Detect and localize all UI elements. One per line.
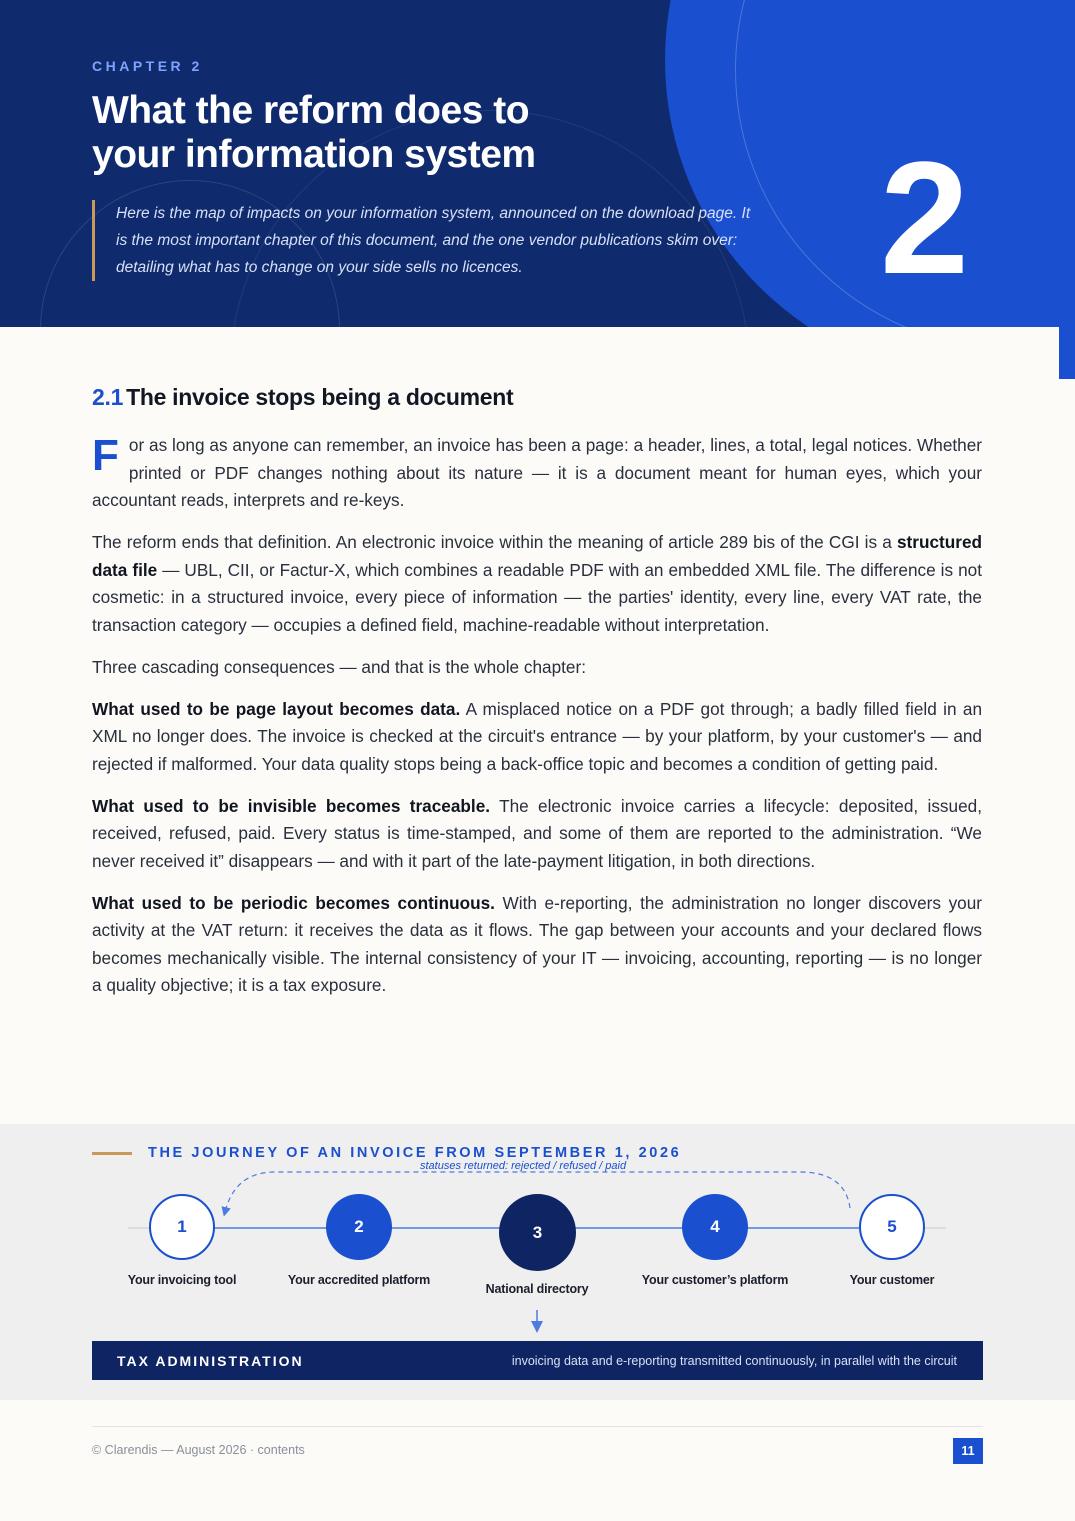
- consequence-paragraph: [92, 890, 982, 1000]
- step-2-circle: 2: [326, 1194, 392, 1260]
- chapter-kicker: CHAPTER 2: [92, 58, 203, 74]
- drop-cap: F: [92, 431, 119, 480]
- paragraph-text: The electronic invoice carries a lifecycle: deposited, issued, received, refused, paid. Every status is time-stamped, and some of them are reported to the administration. “We never received it” disappears — and with it part of the late-payment litigation, in both directions.: [92, 795, 982, 871]
- page-number: 11: [953, 1438, 983, 1464]
- paragraph-text: — UBL, CII, or Factur-X, which combines a readable PDF with an embedded XML file. The difference is not cosmetic: in a structured invoice, every piece of information — the parties' identity, every line, every VAT rate, the transaction category — occupies a defined field, machine-readable without interpretation.: [92, 559, 982, 635]
- section-number: 2.1: [92, 384, 124, 410]
- chapter-title: [92, 89, 712, 177]
- step-1-circle: 1: [149, 1194, 215, 1260]
- step-3-circle: 3: [499, 1194, 576, 1271]
- paragraph: [92, 529, 982, 639]
- consequence-heading: What used to be page layout becomes data.: [92, 698, 461, 719]
- chapter-side-tab: [1059, 327, 1075, 379]
- paragraph-text: With e-reporting, the administration no longer discovers your activity at the VAT return: it receives the data as it flows. The gap between your accounts and your declared flows becomes mechanically visible. The internal consistency of your IT — invoicing, accounting, reporting — is no longer a quality objective; it is a tax exposure.: [92, 892, 983, 995]
- step-1-label: Your invoicing tool: [127, 1273, 237, 1287]
- footer-text: © Clarendis — August 2026 · contents: [92, 1443, 305, 1457]
- paragraph-text: A misplaced notice on a PDF got through; a badly filled field in an XML no longer does. The invoice is checked at the circuit's entrance — by your platform, by your customer's — and rejected if malformed. Your data quality stops being a back-office topic and becomes a condition of getting paid.: [92, 698, 983, 774]
- step-5-circle: 5: [859, 1194, 925, 1260]
- tax-administration-bar: [92, 1341, 983, 1380]
- consequence-paragraph: [92, 696, 982, 779]
- status-return-note: statuses returned: rejected / refused / paid: [420, 1160, 627, 1172]
- chapter-title-line: What the reform does to: [92, 89, 530, 132]
- consequence-heading: What used to be invisible becomes traceable.: [92, 795, 491, 816]
- paragraph: Three cascading consequences — and that is the whole chapter:: [92, 656, 586, 677]
- step-2-label: Your accredited platform: [287, 1273, 431, 1287]
- tax-administration-title: TAX ADMINISTRATION: [117, 1353, 304, 1369]
- body-text: [92, 432, 982, 1014]
- chapter-header: [0, 0, 1075, 327]
- invoice-journey-diagram: [0, 1124, 1075, 1400]
- bold-term: structured data file: [92, 532, 982, 580]
- section-title-text: The invoice stops being a document: [126, 384, 514, 410]
- paragraph-text: or as long as anyone can remember, an invoice has been a page: a header, lines, a total, legal notices. Whether printed or PDF changes nothing about its nature — it is a document meant for human eyes, which your accountant reads, interprets and re-keys.: [92, 435, 982, 510]
- step-4-circle: 4: [682, 1194, 748, 1260]
- footer-divider: [92, 1426, 983, 1427]
- tax-administration-note: invoicing data and e-reporting transmitted continuously, in parallel with the circuit: [511, 1354, 957, 1368]
- step-3-label: National directory: [485, 1282, 589, 1296]
- section-title: [92, 384, 513, 411]
- paragraph-text: The reform ends that definition. An electronic invoice within the meaning of article 289 bis of the CGI is a: [92, 532, 897, 552]
- step-4-label: Your customer’s platform: [641, 1273, 789, 1287]
- chapter-intro: Here is the map of impacts on your information system, announced on the download page. It is the most important chapter of this document, and the one vendor publications skim over: detailing what has to change on your side sells no licences.: [92, 200, 752, 281]
- consequence-heading: What used to be periodic becomes continuous.: [92, 892, 495, 913]
- diagram-title: THE JOURNEY OF AN INVOICE FROM SEPTEMBER 1, 2026: [148, 1145, 682, 1161]
- chapter-number: 2: [880, 128, 965, 307]
- consequence-paragraph: [92, 793, 982, 876]
- paragraph: [92, 432, 982, 515]
- step-5-label: Your customer: [849, 1273, 935, 1287]
- chapter-title-line: your information system: [92, 133, 536, 176]
